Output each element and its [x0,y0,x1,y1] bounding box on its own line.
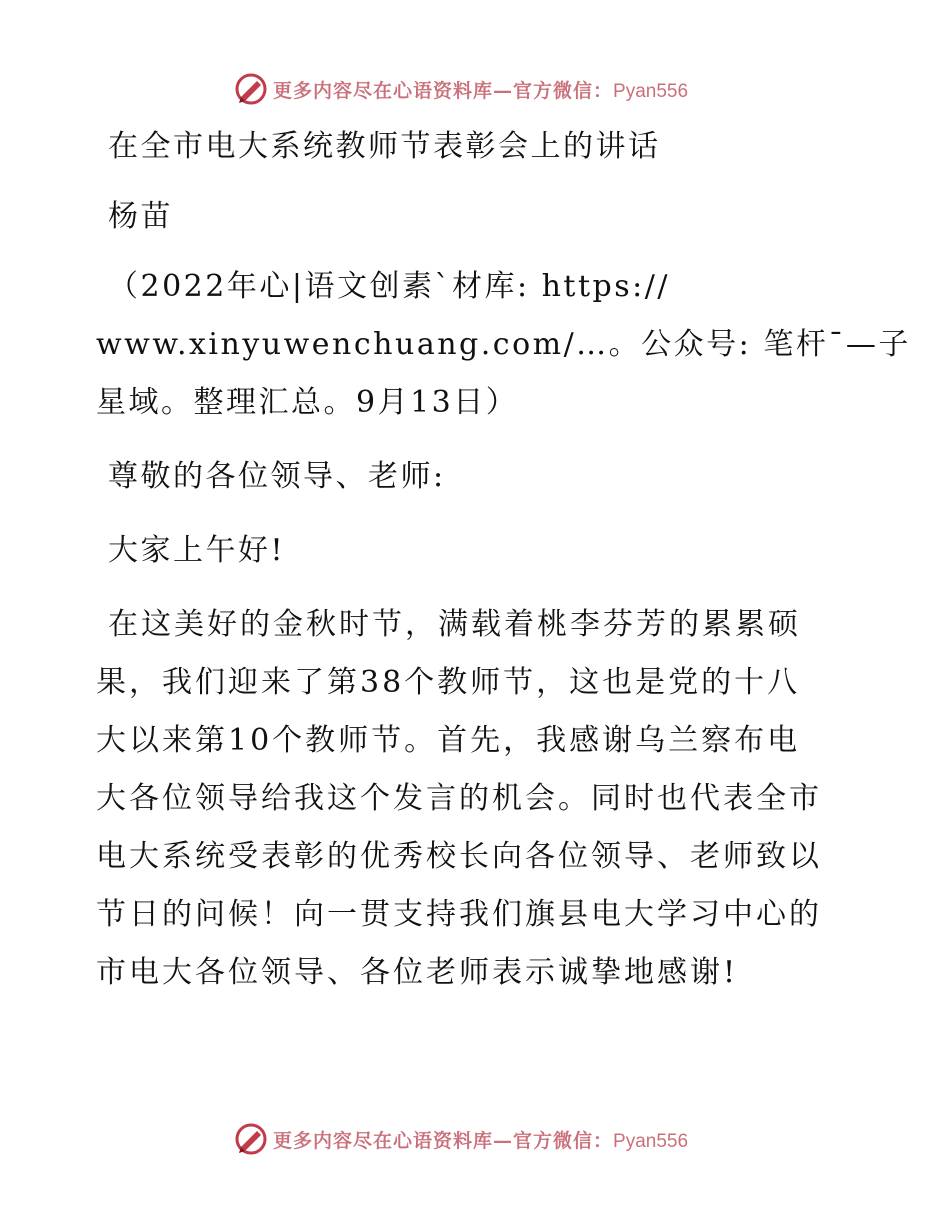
header-watermark [235,72,688,106]
pen-logo-icon [235,1123,267,1155]
watermark-label: 更多内容尽在心语资料库—官方微信： [273,79,614,102]
body-line-6: 节日的问候！向一贯支持我们旗县电大学习中心的 [96,897,822,932]
document-author: 杨苗 [108,199,173,234]
greeting: 大家上午好! [108,533,286,568]
watermark-wechat-id: Pyan556 [613,1130,689,1152]
body-line-5: 电大系统受表彰的优秀校长向各位领导、老师致以 [96,839,822,874]
document-title: 在全市电大系统教师节表彰会上的讲话 [108,129,661,164]
watermark-text [273,1126,688,1153]
document-body [96,118,911,1002]
salutation: 尊敬的各位领导、老师: [108,459,446,494]
watermark-label: 更多内容尽在心语资料库—官方微信： [273,1129,614,1152]
body-line-2: 果，我们迎来了第38个教师节，这也是党的十八 [96,665,801,700]
watermark-wechat-id: Pyan556 [613,80,689,102]
body-line-4: 大各位领导给我这个发言的机会。同时也代表全市 [96,781,822,816]
source-line-3: 星域。整理汇总。9月13日） [96,385,519,420]
body-line-1: 在这美好的金秋时节，满载着桃李芬芳的累累硕 [108,607,801,642]
body-line-3: 大以来第10个教师节。首先，我感谢乌兰察布电 [96,723,801,758]
watermark-text [273,76,688,103]
source-line-1: （2022年心|语文创素`材库: https:// [108,269,670,304]
pen-logo-icon [235,73,267,105]
source-line-2: www.xinyuwenchuang.com/…。公众号: 笔杆¯—子 [96,327,911,362]
footer-watermark [235,1122,688,1156]
body-line-7: 市电大各位领导、各位老师表示诚挚地感谢! [96,955,739,990]
